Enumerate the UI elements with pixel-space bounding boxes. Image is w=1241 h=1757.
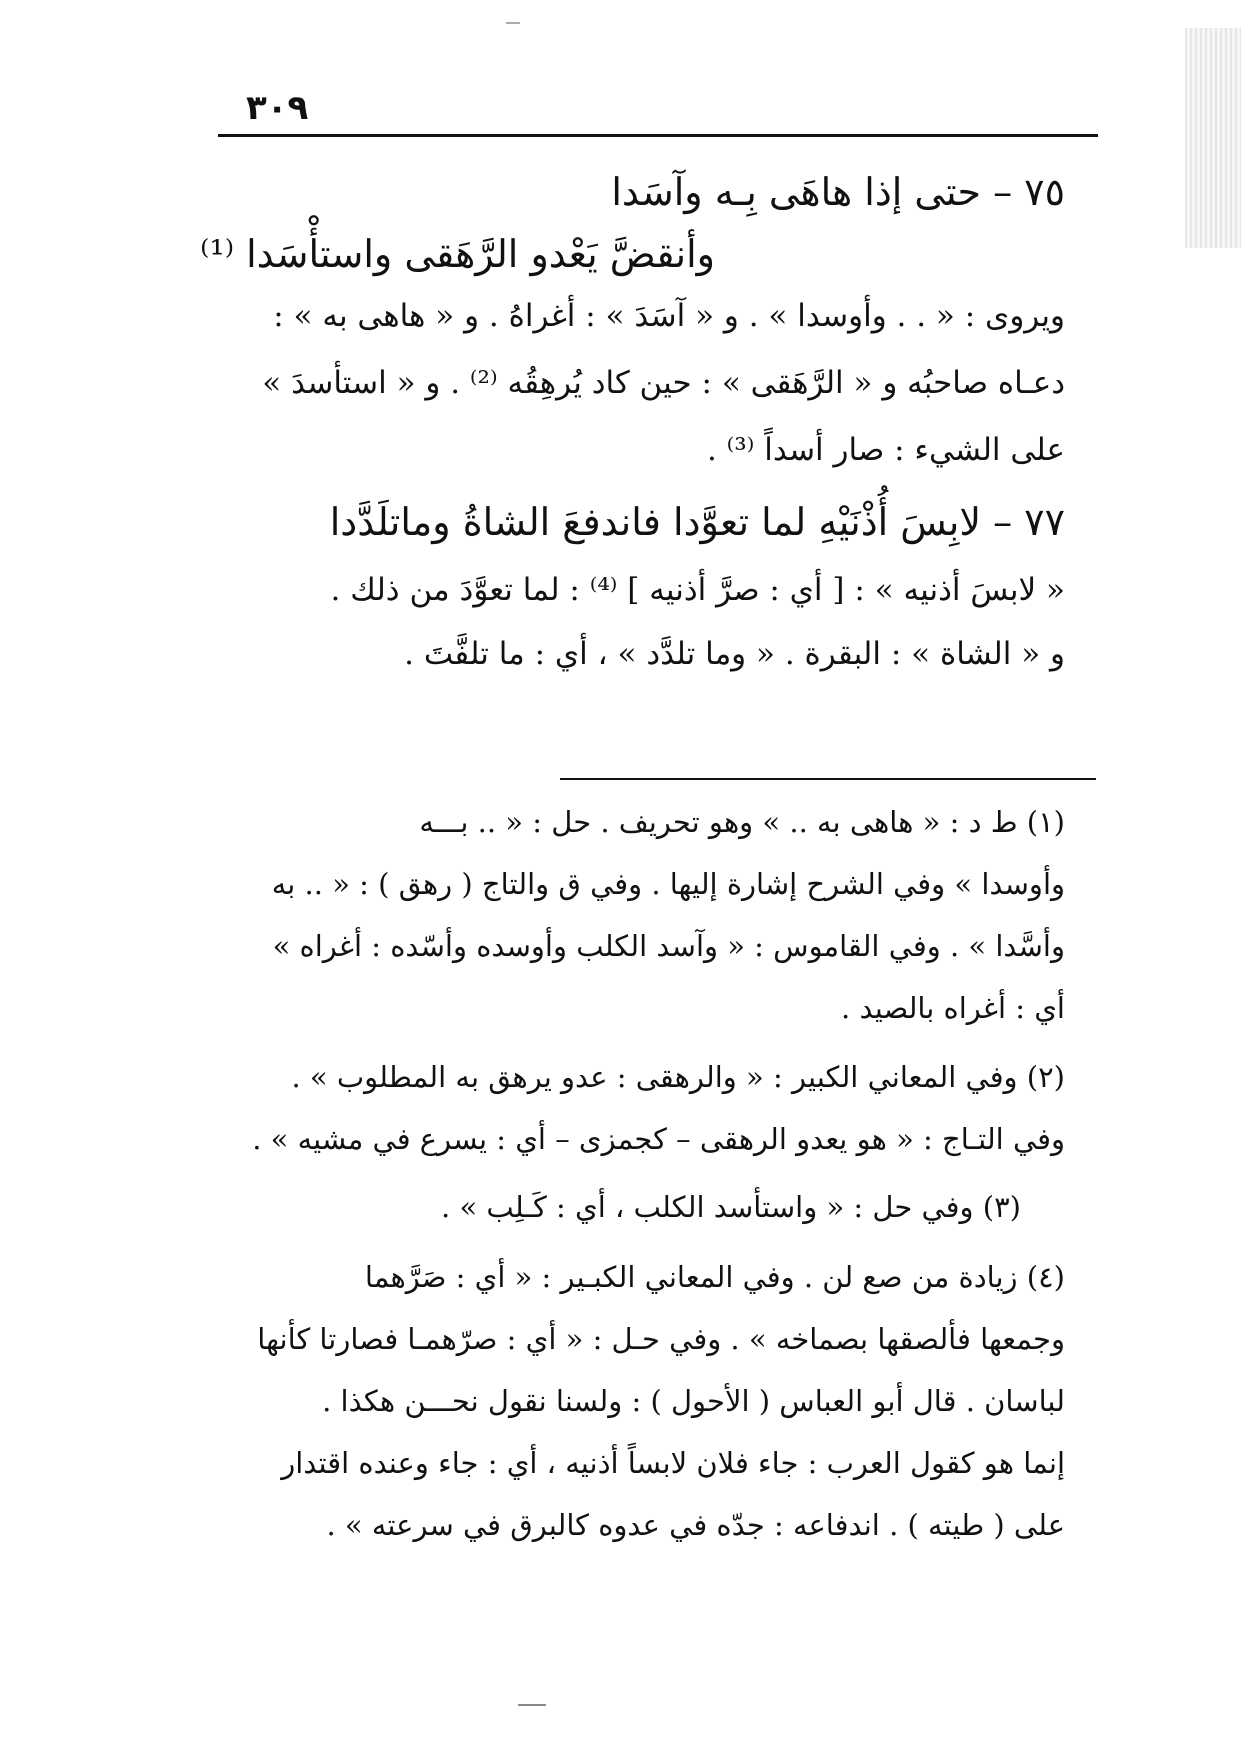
footnote-3: (٣) وفي حل : « واستأسد الكلب ، أي : كَـلِب » . (441, 1190, 1021, 1224)
commentary-77-line-1: « لابسَ أذنيه » : [ أي : صرَّ أذنيه ] ⁽⁴⁾ : لما تعوَّدَ من ذلك . (330, 572, 1065, 608)
footnote-4-line-1: (٤) زيادة من صع لن . وفي المعاني الكبـير : « أي : صَرَّهما (364, 1260, 1065, 1294)
footnote-1-line-3: وأسَّدا » . وفي القاموس : « وآسد الكلب وأوسده وأسّده : أغراه » (272, 929, 1065, 963)
scan-mark-bottom (518, 1704, 546, 1706)
footnote-4-line-4: إنما هو كقول العرب : جاء فلان لابساً أذنيه ، أي : جاء وعنده اقتدار (281, 1446, 1065, 1480)
verse-75-line-1: ٧٥ – حتى إذا هاهَى بِـه وآسَدا (611, 170, 1065, 214)
commentary-77-line-2: و « الشاة » : البقرة . « وما تلدَّد » ، أي : ما تلفَّتَ . (404, 636, 1065, 672)
footnote-4-line-3: لباسان . قال أبو العباس ( الأحول ) : ولسنا نقول نحـــن هكذا . (322, 1384, 1065, 1418)
scan-edge-texture (1185, 28, 1241, 248)
footnote-1-line-2: وأوسدا » وفي الشرح إشارة إليها . وفي ق والتاج ( رهق ) : « .. به (271, 867, 1065, 901)
footnote-1-line-1: (١) ط د : « هاهى به .. » وهو تحريف . حل : « .. بـــه (419, 805, 1065, 839)
header-rule (218, 134, 1098, 137)
page-number: ٣٠٩ (246, 88, 309, 128)
scan-mark (506, 22, 520, 24)
commentary-75-line-1: ويروى : « . . وأوسدا » . و « آسَدَ » : أغراهُ . و « هاهى به » : (273, 298, 1065, 334)
verse-77: ٧٧ – لابِسَ أُذْنَيْهِ لما تعوَّدا فاندفعَ الشاةُ وماتلَدَّدا (329, 500, 1065, 544)
footnote-2-line-1: (٢) وفي المعاني الكبير : « والرهقى : عدو يرهق به المطلوب » . (291, 1060, 1065, 1094)
footnote-1-line-4: أي : أغراه بالصيد . (841, 991, 1065, 1025)
footnote-4-line-2: وجمعها فألصقها بصماخه » . وفي حـل : « أي : صرّهمـا فصارتا كأنها (257, 1322, 1065, 1356)
commentary-75-line-3: على الشيء : صار أسداً ⁽³⁾ . (706, 432, 1065, 468)
commentary-75-line-2: دعـاه صاحبُه و « الرَّهَقى » : حين كاد يُرهِقُه ⁽²⁾ . و « استأسدَ » (262, 365, 1065, 401)
footnote-4-line-5: على ( طيته ) . اندفاعه : جدّه في عدوه كالبرق في سرعته » . (326, 1508, 1065, 1542)
footnote-2-line-2: وفي التـاج : « هو يعدو الرهقى – كجمزى – أي : يسرع في مشيه » . (252, 1122, 1065, 1156)
footnote-rule (560, 778, 1096, 780)
verse-75-line-2: وأنقضَّ يَعْدو الرَّهَقى واستأْسَدا ⁽¹⁾ (200, 232, 715, 276)
